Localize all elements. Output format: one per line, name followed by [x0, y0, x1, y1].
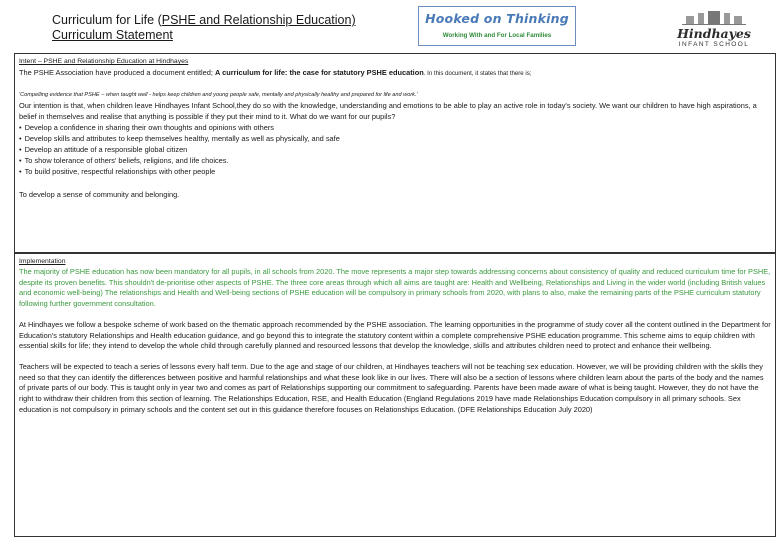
title-line-1: Curriculum for Life (PSHE and Relationship Education) [52, 13, 356, 27]
list-item: • Develop skills and attributes to keep themselves healthy, mentally as well as physically, and safe [19, 133, 771, 144]
document-header [0, 0, 779, 52]
hooked-logo-subtitle: Working With and For Local Families [442, 32, 552, 39]
intent-intro: The PSHE Association have produced a document entitled; A curriculum for life: the case for statutory PSHE education. In this document, it states that there is; [19, 68, 532, 77]
school-name: Hindhayes [677, 26, 751, 41]
list-item: • To show tolerance of others' beliefs, religions, and life choices. [19, 155, 771, 166]
implementation-paragraph-2: At Hindhayes we follow a bespoke scheme of work based on the thematic approach recommended by the PSHE association. The learning opportunities in the programme of study cover all the content outlined in the Department for Education's statutory Relationships and Health education guidance, and go beyond this to integrate the statutory content within a complete comprehensive PSHE education programme. This scheme aims to equip children with essential skills for life; they intend to develop the whole child through carefully planned and resourced lessons that develop the knowledge, skills and attributes children need to protect and enhance their wellbeing. [19, 319, 771, 351]
hooked-on-thinking-logo [418, 6, 576, 46]
list-item: • Develop a confidence in sharing their own thoughts and opinions with others [19, 122, 771, 133]
school-building-icon [682, 10, 746, 25]
implementation-heading: Implementation [19, 258, 66, 265]
implementation-paragraph-3: Teachers will be expected to teach a series of lessons every half term. Due to the age and stage of our children, at Hindhayes teachers will not be teaching sex education. However, we will be providing children with the skills they need so that they can identify the differences between positive and harmful relationships and what these look like in our lives. There will also be a section of lessons where children learn about the parts of the body and the names of private parts of our body. This is taught only in year two and comes as part of Relationships supporting our commitment to safeguarding. Parents have been made aware of what is being taught. However, they do not have the right to withdraw their children from this section of learning. The Relationships Education, RSE, and Health Education (England Regulations 2019 have made Relationships Education compulsory in all primary schools. Sex education is not compulsory in primary schools and the content set out in this guidance therefore focuses on Relationships Education. (DFE Relationships Education July 2020) [19, 361, 764, 414]
list-item: • To build positive, respectful relationships with other people [19, 166, 771, 177]
intent-heading: Intent – PSHE and Relationship Education at Hindhayes [19, 58, 189, 65]
intent-bullet-list [19, 122, 771, 177]
intent-quote: 'Compelling evidence that PSHE – when taught well - helps keep children and young people safe, mentally and physically healthy and prepared for life and work.' [19, 92, 418, 98]
school-logo [664, 10, 764, 48]
intent-paragraph: Our intention is that, when children leave Hindhayes Infant School,they do so with the knowledge, understanding and emotions to be able to play an active role in today's society. We want our children to have high aspirations, a belief in themselves and realise that anything is possible if they put their mind to it. What do we want for our pupils? [19, 101, 757, 121]
document-title [52, 13, 356, 43]
hooked-logo-title: Hooked on Thinking [425, 11, 569, 26]
intent-section [14, 53, 776, 253]
implementation-green-paragraph: The majority of PSHE education has now been mandatory for all pupils, in all schools from 2020. The move represents a major step towards addressing concerns about consistency of quality and reduced curriculum time for PSHE, despite its proven benefits. This shouldn't de-prioritise other aspects of PSHE. The three core areas through which all aims are taught are: Health and Wellbeing, Relationships and Living in the wider world (including British values and economic well-being) The relationships and Health and Well-being sections of PSHE education will be compulsory in primary schools from 2020, with plans to also, make the remaining parts of the PSHE curriculum statutory following further government consultation. [19, 267, 771, 309]
school-subtitle: INFANT SCHOOL [678, 41, 750, 48]
intent-closing: To develop a sense of community and belonging. [19, 190, 180, 199]
implementation-section [14, 253, 776, 537]
list-item: • Develop an attitude of a responsible global citizen [19, 144, 771, 155]
title-line-2: Curriculum Statement [52, 28, 173, 42]
